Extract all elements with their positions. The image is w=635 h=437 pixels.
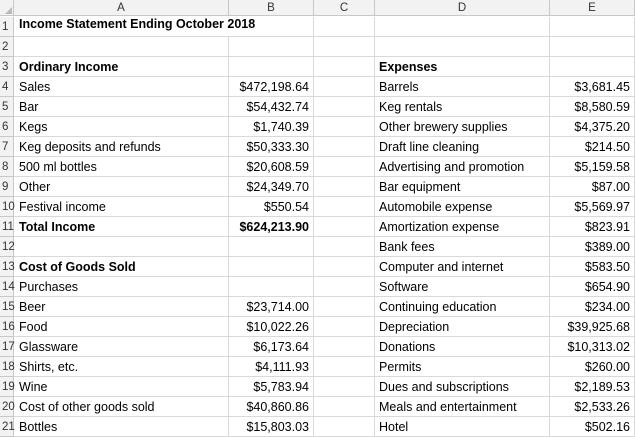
cell-d[interactable]: Continuing education [375, 297, 550, 317]
cell-c[interactable] [314, 137, 375, 157]
cell-d[interactable]: Computer and internet [375, 257, 550, 277]
cell-c[interactable] [314, 197, 375, 217]
cell-b[interactable]: $23,714.00 [229, 297, 314, 317]
cell-e[interactable]: $2,533.26 [550, 397, 635, 417]
cell-d[interactable]: Advertising and promotion [375, 157, 550, 177]
cell-c[interactable] [314, 177, 375, 197]
cell-a[interactable]: Bottles [14, 417, 229, 437]
sheet-row [0, 137, 635, 157]
cell-e[interactable]: $5,569.97 [550, 197, 635, 217]
cell-c[interactable] [314, 417, 375, 437]
cell-c[interactable] [314, 317, 375, 337]
cell-a[interactable] [14, 37, 229, 57]
cell-e[interactable]: $5,159.58 [550, 157, 635, 177]
cell-b[interactable] [229, 237, 314, 257]
cell-e[interactable]: $214.50 [550, 137, 635, 157]
cell-d[interactable]: Permits [375, 357, 550, 377]
cell-e[interactable]: $260.00 [550, 357, 635, 377]
cell-a[interactable]: Cost of Goods Sold [14, 257, 229, 277]
cell-e[interactable]: $502.16 [550, 417, 635, 437]
cell-e[interactable]: $39,925.68 [550, 317, 635, 337]
sheet-row [0, 337, 635, 357]
cell-e[interactable]: $4,375.20 [550, 117, 635, 137]
report-title: Income Statement Ending October 2018 [19, 17, 256, 31]
row-header[interactable]: 9 [0, 177, 14, 197]
row-header[interactable]: 7 [0, 137, 14, 157]
sheet-row [0, 157, 635, 177]
cell-b[interactable]: $1,740.39 [229, 117, 314, 137]
cell-b[interactable]: $6,173.64 [229, 337, 314, 357]
cell-e1[interactable] [550, 17, 635, 37]
cell-a[interactable]: Total Income [14, 217, 229, 237]
sheet-row [0, 197, 635, 217]
cell-c[interactable] [314, 57, 375, 77]
cell-b[interactable]: $15,803.03 [229, 417, 314, 437]
cell-d[interactable]: Bar equipment [375, 177, 550, 197]
cell-c[interactable] [314, 397, 375, 417]
cell-e[interactable]: $10,313.02 [550, 337, 635, 357]
sheet-row [0, 77, 635, 97]
row-header[interactable]: 10 [0, 197, 14, 217]
cell-a[interactable]: Cost of other goods sold [14, 397, 229, 417]
row-header[interactable]: 16 [0, 317, 14, 337]
cell-b[interactable] [229, 37, 314, 57]
cell-c[interactable] [314, 97, 375, 117]
cell-e[interactable] [550, 37, 635, 57]
cell-a[interactable]: Wine [14, 377, 229, 397]
cell-a[interactable]: Bar [14, 97, 229, 117]
cell-a[interactable]: Food [14, 317, 229, 337]
sheet-row [0, 117, 635, 137]
cell-c[interactable] [314, 157, 375, 177]
sheet-row [0, 257, 635, 277]
cell-d[interactable]: Automobile expense [375, 197, 550, 217]
cell-c[interactable] [314, 77, 375, 97]
cell-d[interactable]: Barrels [375, 77, 550, 97]
cell-c[interactable] [314, 37, 375, 57]
cell-c[interactable] [314, 277, 375, 297]
cell-c[interactable] [314, 217, 375, 237]
cell-c[interactable] [314, 297, 375, 317]
sheet-row [0, 37, 635, 57]
cell-a[interactable]: Sales [14, 77, 229, 97]
cell-d[interactable]: Software [375, 277, 550, 297]
cell-a[interactable]: Purchases [14, 277, 229, 297]
cell-d[interactable]: Amortization expense [375, 217, 550, 237]
sheet-row [0, 297, 635, 317]
cell-b[interactable]: $472,198.64 [229, 77, 314, 97]
cell-a[interactable]: Beer [14, 297, 229, 317]
cell-d[interactable] [375, 37, 550, 57]
row-header[interactable]: 3 [0, 57, 14, 77]
row-header[interactable]: 13 [0, 257, 14, 277]
cell-a[interactable]: Kegs [14, 117, 229, 137]
cell-c[interactable] [314, 337, 375, 357]
cell-a[interactable]: Keg deposits and refunds [14, 137, 229, 157]
row-header[interactable]: 18 [0, 357, 14, 377]
sheet-row [0, 177, 635, 197]
cell-d[interactable]: Keg rentals [375, 97, 550, 117]
select-all-corner[interactable] [0, 0, 14, 16]
column-header-b[interactable]: B [229, 0, 314, 16]
column-header-d[interactable]: D [375, 0, 550, 16]
cell-e[interactable]: $3,681.45 [550, 77, 635, 97]
cell-a[interactable]: Ordinary Income [14, 57, 229, 77]
cell-a[interactable]: Glassware [14, 337, 229, 357]
cell-b[interactable]: $4,111.93 [229, 357, 314, 377]
sheet-row [0, 277, 635, 297]
cell-e[interactable]: $234.00 [550, 297, 635, 317]
row-header[interactable]: 1 [0, 17, 14, 37]
sheet-row [0, 397, 635, 417]
cell-e[interactable]: $654.90 [550, 277, 635, 297]
sheet-row [0, 57, 635, 77]
sheet-row [0, 357, 635, 377]
row-header[interactable]: 8 [0, 157, 14, 177]
cell-b[interactable]: $624,213.90 [229, 217, 314, 237]
cell-b[interactable]: $50,333.30 [229, 137, 314, 157]
cell-d[interactable]: Meals and entertainment [375, 397, 550, 417]
row-header[interactable]: 14 [0, 277, 14, 297]
column-header-row [0, 0, 635, 17]
cell-a[interactable]: Shirts, etc. [14, 357, 229, 377]
row-header[interactable]: 12 [0, 237, 14, 257]
column-header-c[interactable]: C [314, 0, 375, 16]
cell-e[interactable] [550, 57, 635, 77]
cell-c[interactable] [314, 117, 375, 137]
cell-c1[interactable] [314, 17, 375, 37]
sheet-row [0, 97, 635, 117]
cell-c[interactable] [314, 357, 375, 377]
cell-b[interactable]: $20,608.59 [229, 157, 314, 177]
row-header[interactable]: 5 [0, 97, 14, 117]
cell-b[interactable] [229, 257, 314, 277]
sheet-row-1 [0, 17, 635, 37]
row-header[interactable]: 6 [0, 117, 14, 137]
row-header[interactable]: 15 [0, 297, 14, 317]
cell-e[interactable]: $389.00 [550, 237, 635, 257]
cell-a[interactable]: Other [14, 177, 229, 197]
cell-e[interactable]: $87.00 [550, 177, 635, 197]
cell-d[interactable]: Hotel [375, 417, 550, 437]
cell-a[interactable] [14, 237, 229, 257]
row-header[interactable]: 4 [0, 77, 14, 97]
cell-b[interactable]: $24,349.70 [229, 177, 314, 197]
row-header[interactable]: 21 [0, 417, 14, 437]
cell-d1[interactable] [375, 17, 550, 37]
cell-d[interactable]: Expenses [375, 57, 550, 77]
column-header-a[interactable]: A [14, 0, 229, 16]
row-header[interactable]: 11 [0, 217, 14, 237]
row-header[interactable]: 2 [0, 37, 14, 57]
cell-c[interactable] [314, 257, 375, 277]
cell-d[interactable]: Other brewery supplies [375, 117, 550, 137]
cell-c[interactable] [314, 237, 375, 257]
sheet-row [0, 317, 635, 337]
sheet-row [0, 377, 635, 397]
cell-c[interactable] [314, 377, 375, 397]
cell-e[interactable]: $823.91 [550, 217, 635, 237]
cell-d[interactable]: Donations [375, 337, 550, 357]
cell-e[interactable]: $583.50 [550, 257, 635, 277]
cell-b[interactable]: $54,432.74 [229, 97, 314, 117]
cell-b[interactable] [229, 57, 314, 77]
cell-d[interactable]: Draft line cleaning [375, 137, 550, 157]
row-header[interactable]: 20 [0, 397, 14, 417]
cell-b[interactable]: $5,783.94 [229, 377, 314, 397]
cell-b[interactable]: $40,860.86 [229, 397, 314, 417]
cell-d[interactable]: Depreciation [375, 317, 550, 337]
cell-a[interactable]: Festival income [14, 197, 229, 217]
cell-b[interactable] [229, 277, 314, 297]
cell-d[interactable]: Bank fees [375, 237, 550, 257]
cell-a[interactable]: 500 ml bottles [14, 157, 229, 177]
cell-b[interactable]: $10,022.26 [229, 317, 314, 337]
cell-e[interactable]: $8,580.59 [550, 97, 635, 117]
column-header-e[interactable]: E [550, 0, 635, 16]
cell-e[interactable]: $2,189.53 [550, 377, 635, 397]
row-header[interactable]: 19 [0, 377, 14, 397]
sheet-row [0, 217, 635, 237]
cell-b[interactable]: $550.54 [229, 197, 314, 217]
row-header[interactable]: 17 [0, 337, 14, 357]
sheet-row [0, 237, 635, 257]
sheet-row [0, 417, 635, 437]
cell-d[interactable]: Dues and subscriptions [375, 377, 550, 397]
